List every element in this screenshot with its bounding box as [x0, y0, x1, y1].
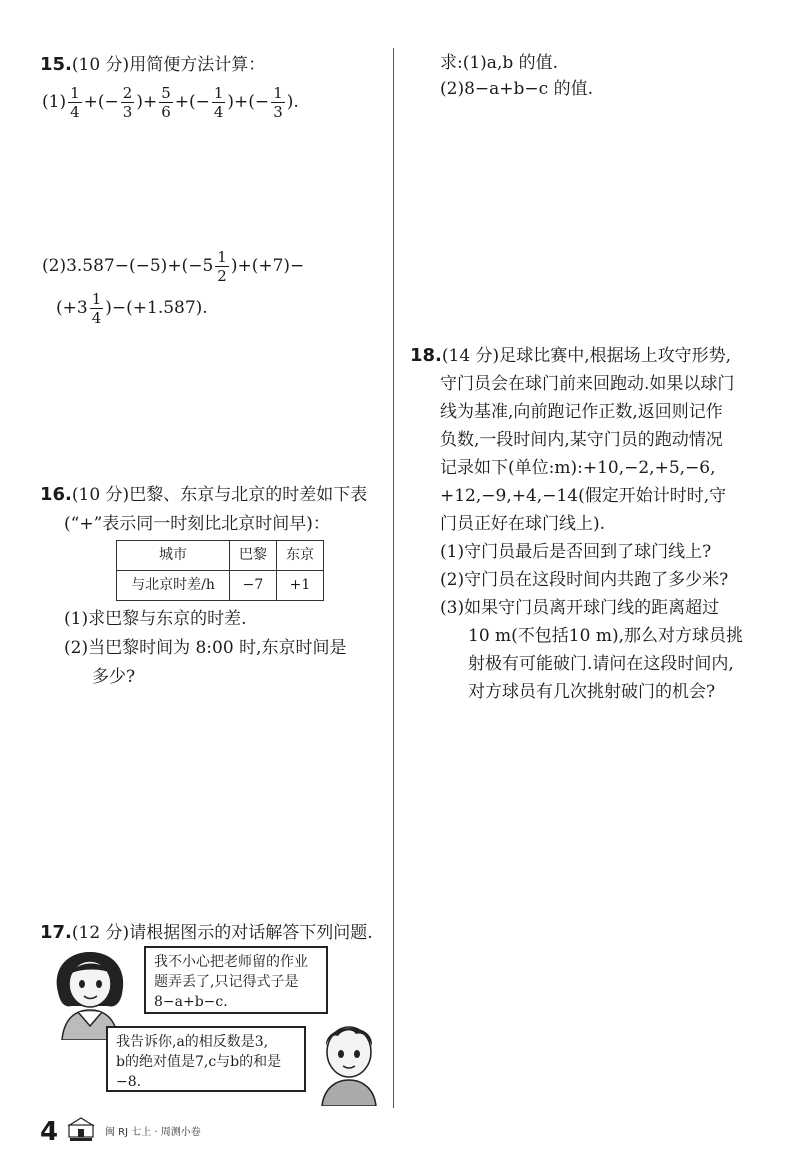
fraction: $\frac{2}{3}$ — [122, 84, 133, 121]
q16-sub1: (1)求巴黎与东京的时差. — [64, 609, 247, 629]
q15-part1: (1) $\frac{1}{4}$ +(− $\frac{2}{3}$ )+ $\frac{5}{6}$ +(− $\frac{1}{4}$ )+(− $\frac{1}{3}$ ). — [42, 84, 299, 121]
speech-bubble-girl: 我不小心把老师留的作业 题弄丢了,只记得式子是 8−a+b−c. — [144, 946, 328, 1014]
fraction: $\frac{5}{6}$ — [161, 84, 171, 121]
q16-title-line2: (“+”表示同一时刻比北京时间早)： — [64, 514, 330, 534]
speech-bubble-boy: 我告诉你,a的相反数是3, b的绝对值是7,c与b的和是 −8. — [106, 1026, 306, 1092]
q15-number: 15. — [40, 54, 72, 75]
table-header-cell: 城市 — [117, 541, 230, 571]
page-number: 4 — [40, 1117, 59, 1147]
q18-line-3: 线为基准,向前跑记作正数,返回则记作 — [440, 402, 723, 422]
boy-illustration — [312, 1016, 386, 1106]
fraction: $\frac{1}{3}$ — [273, 84, 283, 121]
q18-sub1: (1)守门员最后是否回到了球门线上? — [440, 542, 712, 562]
q17-continued-1: 求:(1)a,b 的值. — [440, 53, 559, 73]
column-divider — [393, 48, 394, 1108]
q17-header — [40, 918, 373, 948]
q18-line-7: 门员正好在球门线上). — [440, 514, 606, 534]
table-cell: 与北京时差/h — [117, 571, 230, 601]
q15-title: (10 分)用简便方法计算： — [71, 55, 266, 75]
q17-title: (12 分)请根据图示的对话解答下列问题. — [71, 923, 373, 943]
q15-part2-line1: (2)3.587−(−5)+(−5 $\frac{1}{2}$ )+(+7)− — [42, 248, 305, 285]
table-row — [117, 571, 324, 601]
q17-continued-2: (2)8−a+b−c 的值. — [440, 79, 593, 99]
q18-line-1: 18.(14 分)足球比赛中,根据场上攻守形势, — [410, 345, 731, 366]
fraction: $\frac{1}{4}$ — [70, 84, 80, 121]
table-header-cell: 巴黎 — [230, 541, 277, 571]
q18-number: 18. — [410, 345, 442, 366]
q18-line-6: +12,−9,+4,−14(假定开始计时时,守 — [440, 486, 727, 506]
table-header-row — [117, 541, 324, 571]
q15-part2-line2: (+3 $\frac{1}{4}$ )−(+1.587). — [56, 290, 208, 327]
q16-header — [40, 480, 367, 510]
fraction: $\frac{1}{2}$ — [217, 248, 227, 285]
table-header-cell: 东京 — [277, 541, 324, 571]
publisher-logo-icon — [66, 1115, 96, 1143]
time-difference-table — [116, 540, 324, 601]
q18-sub3-line1: (3)如果守门员离开球门线的距离超过 — [440, 598, 720, 618]
q16-sub2-cont: 多少? — [92, 667, 136, 687]
table-cell: −7 — [230, 571, 277, 601]
q16-title: (10 分)巴黎、东京与北京的时差如下表 — [71, 485, 368, 505]
q16-number: 16. — [40, 484, 72, 505]
q18-sub3-line4: 对方球员有几次挑射破门的机会? — [468, 682, 716, 702]
q18-line-2: 守门员会在球门前来回跑动.如果以球门 — [440, 374, 735, 394]
q18-sub2: (2)守门员在这段时间内共跑了多少米? — [440, 570, 729, 590]
fraction: $\frac{1}{4}$ — [91, 290, 102, 327]
q16-sub2: (2)当巴黎时间为 8:00 时,东京时间是 — [64, 638, 347, 658]
q17-number: 17. — [40, 922, 72, 943]
q15-part1-label: (1) — [42, 92, 67, 112]
q18-line-5: 记录如下(单位:m):+10,−2,+5,−6, — [440, 458, 716, 478]
table-cell: +1 — [277, 571, 324, 601]
q18-sub3-line2: 10 m(不包括10 m),那么对方球员挑 — [468, 626, 743, 646]
q18-sub3-line3: 射极有可能破门.请问在这段时间内, — [468, 654, 734, 674]
q18-line-4: 负数,一段时间内,某守门员的跑动情况 — [440, 430, 723, 450]
fraction: $\frac{1}{4}$ — [213, 84, 224, 121]
q15-header — [40, 50, 265, 80]
footer-text: 闽 RJ 七上 · 周测小卷 — [105, 1127, 201, 1138]
